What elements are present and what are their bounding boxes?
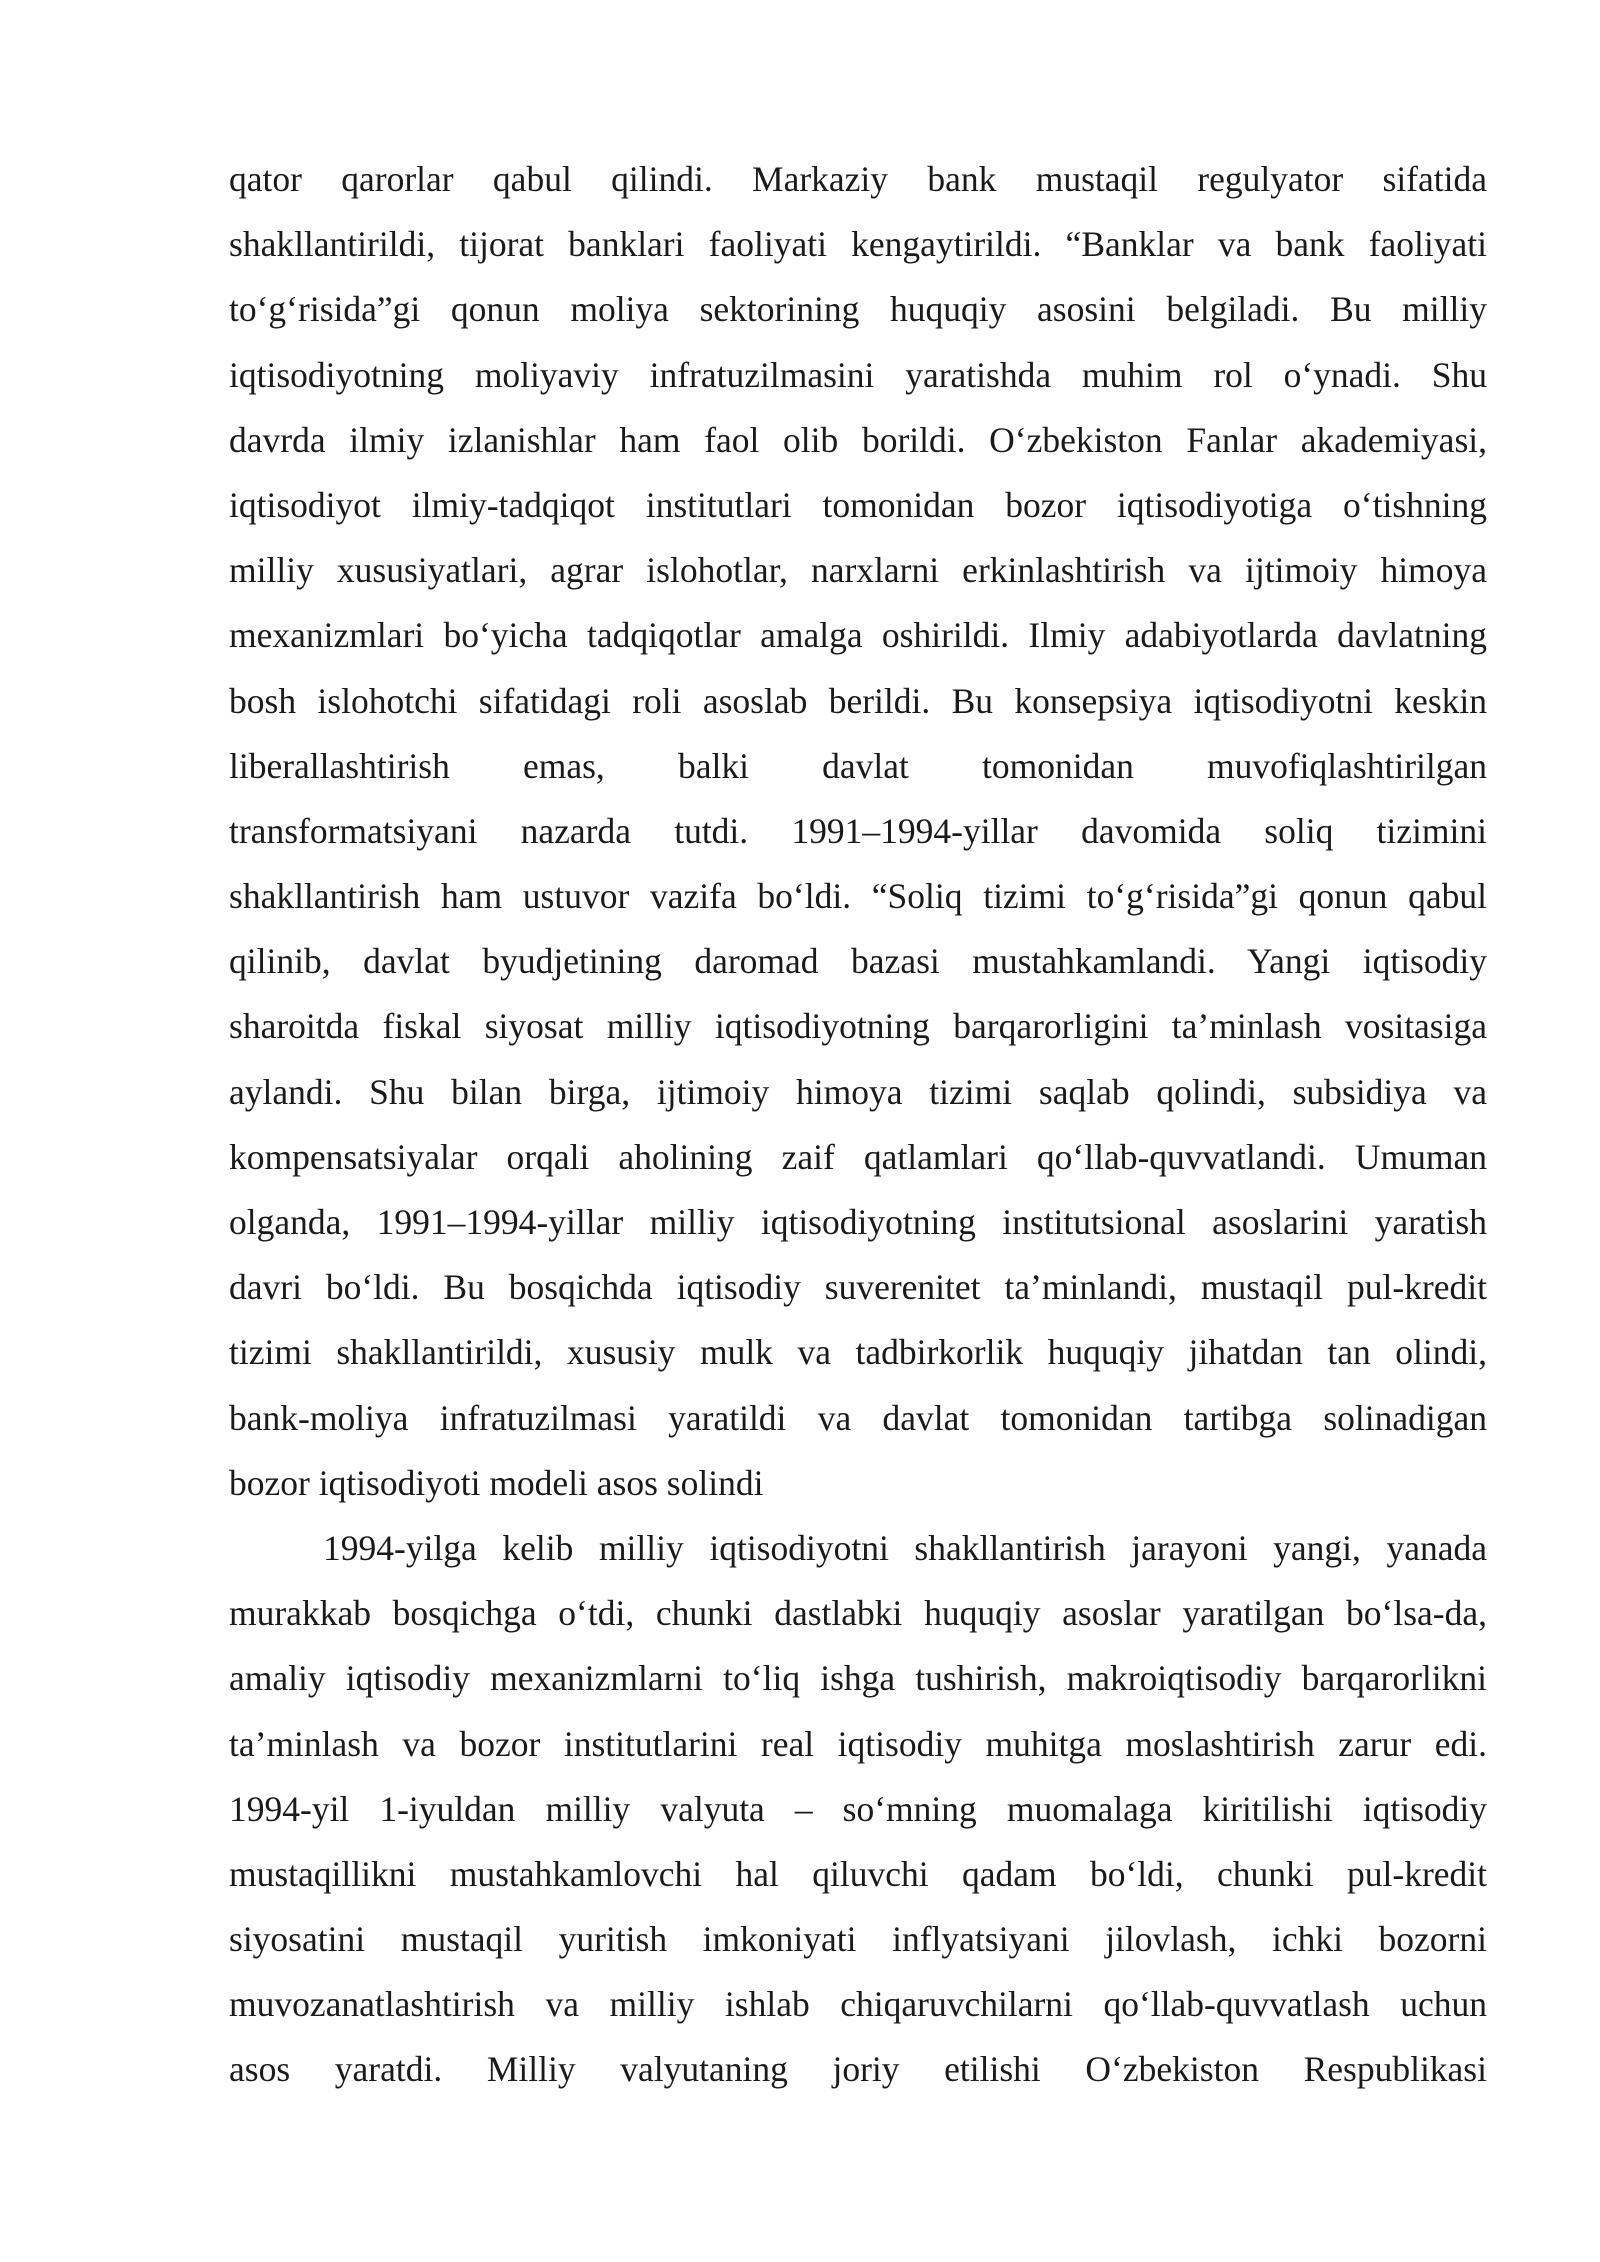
text-line: tizimi shakllantirildi, xususiy mulk va tadbirkorlik huquqiy jihatdan tan olindi, (229, 1332, 1487, 1373)
text-line: 1994-yil 1-iyuldan milliy valyuta – so‘mning muomalaga kiritilishi iqtisodiy (229, 1788, 1487, 1829)
text-line: shakllantirish ham ustuvor vazifa bo‘ldi. “Soliq tizimi to‘g‘risida”gi qonun qabul (229, 876, 1487, 917)
text-line: murakkab bosqichga o‘tdi, chunki dastlabki huquqiy asoslar yaratilgan bo‘lsa-da, (229, 1593, 1487, 1634)
text-line: mexanizmlari bo‘yicha tadqiqotlar amalga oshirildi. Ilmiy adabiyotlarda davlatning (229, 615, 1487, 656)
text-line: bozor iqtisodiyoti modeli asos solindi (229, 1462, 764, 1503)
text-line: kompensatsiyalar orqali aholining zaif qatlamlari qo‘llab-quvvatlandi. Umuman (229, 1136, 1487, 1177)
text-line: iqtisodiyot ilmiy-tadqiqot institutlari tomonidan bozor iqtisodiyotiga o‘tishning (229, 484, 1487, 525)
text-line: davrda ilmiy izlanishlar ham faol olib borildi. O‘zbekiston Fanlar akademiyasi, (229, 419, 1487, 460)
text-line: liberallashtirish emas, balki davlat tomonidan muvofiqlashtirilgan (229, 745, 1487, 786)
text-line: ta’minlash va bozor institutlarini real iqtisodiy muhitga moslashtirish zarur edi. (229, 1723, 1487, 1764)
text-line: bosh islohotchi sifatidagi roli asoslab berildi. Bu konsepsiya iqtisodiyotni keskin (229, 680, 1487, 721)
text-line: shakllantirildi, tijorat banklari faoliyati kengaytirildi. “Banklar va bank faoliyati (229, 224, 1487, 265)
text-line: sharoitda fiskal siyosat milliy iqtisodiyotning barqarorligini ta’minlash vositasiga (229, 1006, 1487, 1047)
text-line: bank-moliya infratuzilmasi yaratildi va davlat tomonidan tartibga solinadigan (229, 1397, 1487, 1438)
text-line: qator qarorlar qabul qilindi. Markaziy bank mustaqil regulyator sifatida (229, 159, 1487, 199)
text-line: asos yaratdi. Milliy valyutaning joriy etilishi O‘zbekiston Respublikasi (229, 2049, 1487, 2090)
text-line: olganda, 1991–1994-yillar milliy iqtisodiyotning institutsional asoslarini yaratish (229, 1202, 1487, 1242)
text-line: muvozanatlashtirish va milliy ishlab chiqaruvchilarni qo‘llab-quvvatlash uchun (229, 1984, 1487, 2025)
text-line: to‘g‘risida”gi qonun moliya sektorining huquqiy asosini belgiladi. Bu milliy (229, 289, 1487, 330)
document-body (229, 147, 1487, 2103)
text-line: siyosatini mustaqil yuritish imkoniyati inflyatsiyani jilovlash, ichki bozorni (229, 1919, 1487, 1960)
text-line: 1994-yilga kelib milliy iqtisodiyotni shakllantirish jarayoni yangi, yanada (323, 1527, 1487, 1568)
text-line: transformatsiyani nazarda tutdi. 1991–1994-yillar davomida soliq tizimini (229, 810, 1487, 851)
text-line: iqtisodiyotning moliyaviy infratuzilmasini yaratishda muhim rol o‘ynadi. Shu (229, 354, 1487, 395)
text-line: mustaqillikni mustahkamlovchi hal qiluvchi qadam bo‘ldi, chunki pul-kredit (229, 1853, 1487, 1894)
text-line: milliy xususiyatlari, agrar islohotlar, narxlarni erkinlashtirish va ijtimoiy himoya (229, 550, 1487, 591)
paragraph (229, 1516, 1487, 2103)
text-line: amaliy iqtisodiy mexanizmlarni to‘liq ishga tushirish, makroiqtisodiy barqarorlikni (229, 1658, 1487, 1699)
text-line: aylandi. Shu bilan birga, ijtimoiy himoya tizimi saqlab qolindi, subsidiya va (229, 1071, 1487, 1112)
text-line: qilinib, davlat byudjetining daromad bazasi mustahkamlandi. Yangi iqtisodiy (229, 941, 1487, 982)
paragraph (229, 147, 1487, 1516)
text-line: davri bo‘ldi. Bu bosqichda iqtisodiy suverenitet ta’minlandi, mustaqil pul-kredit (229, 1267, 1487, 1308)
